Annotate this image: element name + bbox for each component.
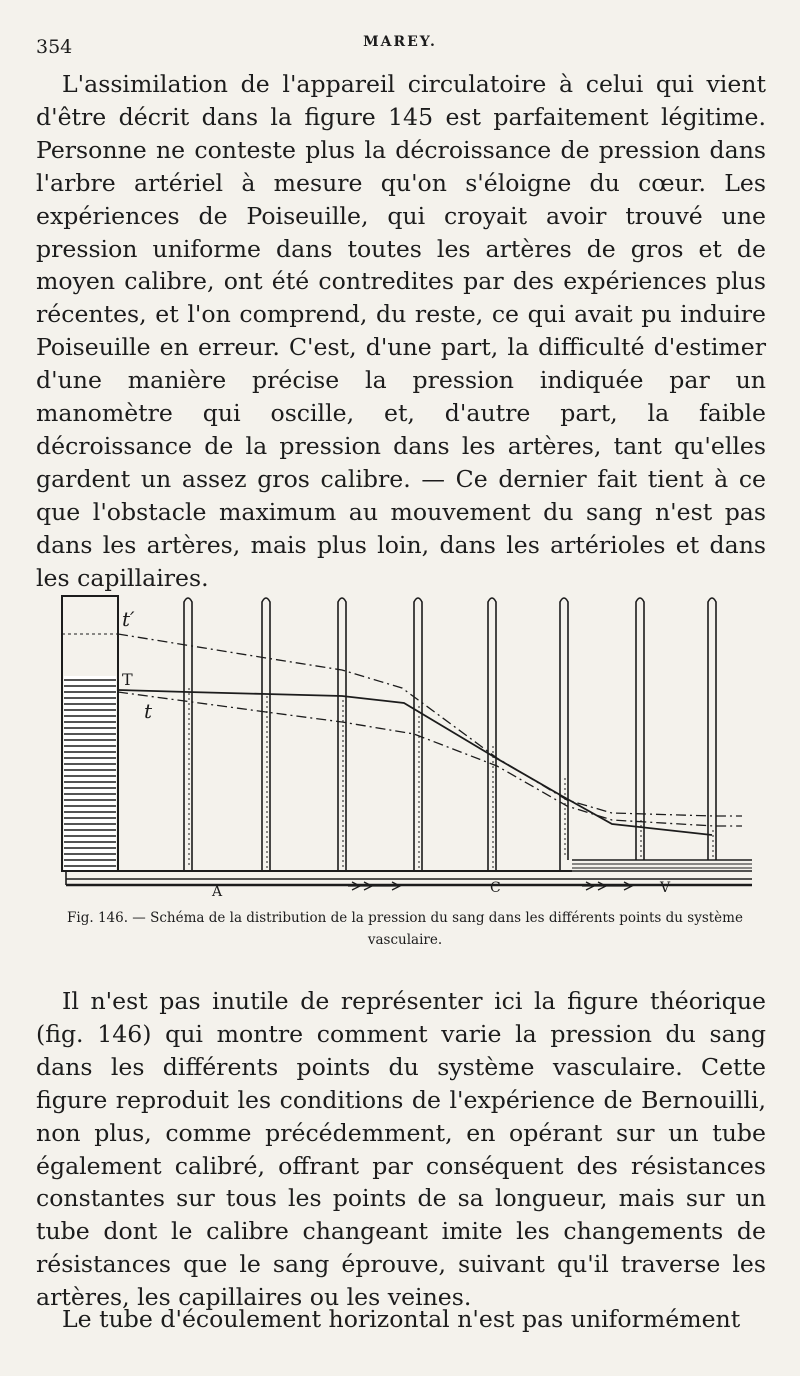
reservoir-water-hatching: [64, 676, 116, 870]
pressure-diagram: [52, 588, 762, 898]
figure-caption: Fig. 146. — Schéma de la distribution de la pression du sang dans les différents points du système vasculaire.: [67, 910, 743, 948]
figure-146: [52, 588, 762, 898]
page-number: 354: [36, 36, 73, 58]
flow-arrow-C: [582, 882, 632, 890]
outflow-tube: [66, 860, 752, 885]
paragraph-2: Il n'est pas inutile de représenter ici la figure théorique (fig. 146) qui montre comment varie la pression du sang dans les différents points du système vasculaire. Cette figure reproduit les conditions de l'expérience de Bernouilli, non plus, comme précédemment, en opérant sur un tube également calibré, offrant par conséquent des résistances constantes sur tous les points de sa longueur, mais sur un tube dont le calibre changeant imite les changements de résistances que le sang éprouve, suivant qu'il traverse les artères, les capillaires ou les veines.: [36, 987, 766, 1312]
pressure-line-t: [118, 692, 742, 826]
label-T: T: [122, 670, 133, 689]
paragraph-1: L'assimilation de l'appareil circulatoire à celui qui vient d'être décrit dans la figure 145 est parfaitement légitime. Personne ne conteste plus la décroissance de pression dans l'arbre artériel à mesure qu'on s'éloigne du cœur. Les expériences de Poiseuille, qui croyait avoir trouvé une pression uniforme dans toutes les artères de gros et de moyen calibre, ont été contredites par des expériences plus récentes, et l'on comprend, du reste, ce qui avait pu induire Poiseuille en erreur. C'est, d'une part, la difficulté d'estimer d'une manière précise la pression indiquée par un manomètre qui oscille, et, d'autre part, la faible décroissance de la pression dans les artères, tant qu'elles gardent un assez gros calibre. — Ce dernier fait tient à ce que l'obstacle maximum au mouvement du sang n'est pas dans les artères, mais plus loin, dans les artérioles et dans les capillaires.: [36, 70, 766, 592]
paragraph-3-block: [36, 1303, 766, 1336]
label-t-prime: t′: [122, 607, 135, 631]
label-V: V: [660, 880, 671, 896]
running-head: MAREY.: [363, 34, 437, 50]
paragraph-1-block: [36, 68, 766, 595]
paragraph-2-block: [36, 985, 766, 1314]
flow-arrow-A: [348, 882, 400, 890]
label-t: t: [144, 699, 153, 723]
label-A: A: [212, 884, 223, 898]
pressure-line-t-prime: [118, 634, 742, 816]
paragraph-3: Le tube d'écoulement horizontal n'est pas uniformément: [62, 1305, 741, 1333]
label-C: C: [490, 880, 501, 896]
piezometer-tubes: [184, 598, 716, 871]
page-header: [36, 30, 764, 60]
